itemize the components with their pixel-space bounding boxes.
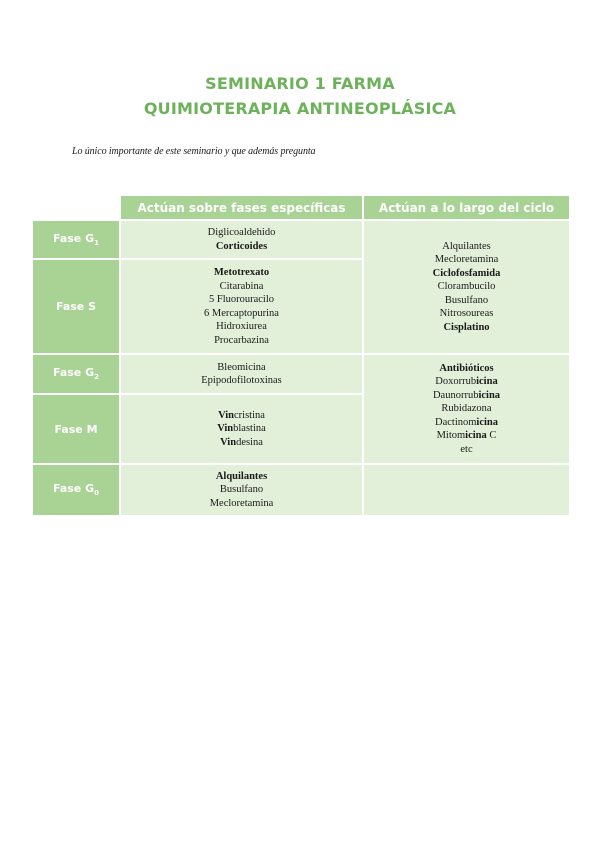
drug-item: Metotrexato — [213, 267, 270, 278]
drug-item: Cisplatino — [443, 321, 490, 333]
drug-item: Daunorrubicina — [432, 389, 501, 401]
g1-specific-cell — [120, 220, 363, 259]
document-title-line1: SEMINARIO 1 FARMA — [205, 74, 395, 93]
drug-item: Busulfano — [219, 484, 264, 496]
drug-item: Bleomicina — [217, 361, 266, 373]
drug-item: Clorambucilo — [437, 281, 496, 293]
table-row-g1 — [32, 220, 570, 259]
drug-item: Busulfano — [444, 294, 489, 306]
whole-cycle-top-cell — [363, 220, 570, 354]
drug-item: Alquilantes — [215, 470, 268, 482]
drug-item: 6 Mercaptopurina — [204, 307, 279, 319]
phase-g0-label: Fase $G_0$ — [32, 464, 120, 516]
drug-item: Citarabina — [219, 280, 264, 292]
drug-item: Epipodofilotoxinas — [201, 375, 282, 386]
g2-specific-cell — [120, 354, 363, 394]
drug-item: Nitrosoureas — [439, 308, 494, 320]
g0-specific-cell — [120, 464, 363, 516]
drug-item: Rubidazona — [441, 403, 492, 415]
drug-item: Corticoides — [215, 240, 268, 252]
drug-item: Vindesina — [220, 436, 263, 448]
drug-item: Mitomicina C — [436, 430, 497, 442]
phase-g2-label: Fase $G_2$ — [32, 354, 120, 394]
header-blank — [32, 195, 120, 220]
drug-item: Mecloretamina — [209, 497, 274, 509]
table-row-g0 — [32, 464, 570, 516]
drug-item: Doxorrubicina — [435, 376, 498, 388]
header-specific: Actúan sobre fases específicas — [120, 195, 363, 220]
g0-whole-cycle-cell — [363, 464, 570, 516]
drug-item: Mecloretamina — [434, 254, 499, 266]
drug-item: Vinblastina — [217, 423, 266, 435]
intro-note: Lo único importante de este seminario y que además pregunta — [72, 146, 316, 157]
drug-item: Ciclofosfamida — [432, 267, 501, 279]
drug-item: Vincristina — [218, 409, 265, 421]
whole-cycle-bottom-cell — [363, 354, 570, 464]
drug-item: Hidroxiurea — [216, 321, 267, 332]
phase-s-label: Fase S — [32, 259, 120, 354]
drug-item: Procarbazina — [214, 334, 269, 346]
table-header-row — [32, 195, 570, 220]
m-specific-cell — [120, 394, 363, 464]
document-title-line2: QUIMIOTERAPIA ANTINEOPLÁSICA — [143, 99, 457, 118]
table-row-g2 — [32, 354, 570, 394]
drug-item: Diglicoaldehido — [207, 227, 276, 238]
header-whole-cycle: Actúan a lo largo del ciclo — [363, 195, 570, 220]
phase-m-label: Fase M — [32, 394, 120, 464]
drug-item: etc — [460, 443, 473, 455]
chemotherapy-table — [31, 194, 571, 517]
drug-item: 5 Fluorouracilo — [208, 294, 275, 305]
drug-item: Dactinomicina — [435, 416, 498, 428]
drug-item: Alquilantes — [442, 240, 491, 252]
s-specific-cell — [120, 259, 363, 354]
drug-group-title: Antibióticos — [439, 362, 494, 374]
phase-g1-label: Fase $G_1$ — [32, 220, 120, 259]
